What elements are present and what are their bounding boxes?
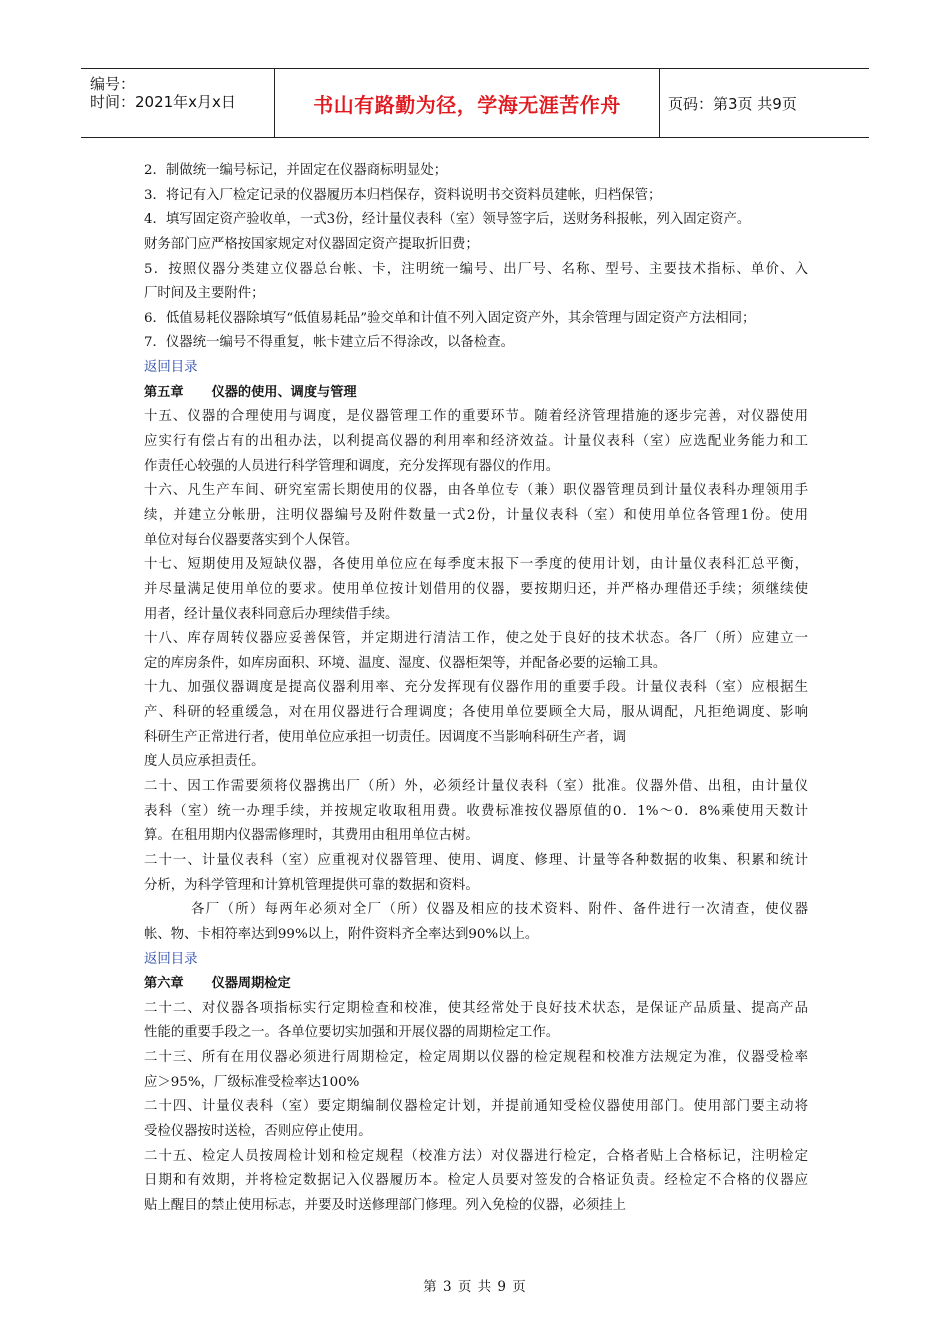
- header-page-label: 页码：第3页 共9页: [668, 94, 797, 113]
- back-to-toc-link[interactable]: 返回目录: [144, 360, 198, 376]
- body-line: 算。在租用期内仪器需修理时，其费用由租用单位古树。: [144, 828, 479, 844]
- chapter-number: 第五章: [144, 384, 184, 400]
- chapter-number: 第六章: [144, 976, 184, 992]
- body-line: 2．制做统一编号标记，并固定在仪器商标明显处；: [144, 163, 448, 178]
- body-line: 十七、短期使用及短缺仪器，各使用单位应在每季度末报下一季度的使用计划，由计量仪表科汇总平衡，: [144, 557, 808, 573]
- body-line: 贴上醒目的禁止使用标志，并要及时送修理部门修理。列入免检的仪器，必须挂上: [144, 1197, 627, 1213]
- body-line: 4．填写固定资产验收单，一式3份，经计量仪表科（室）领导签字后，送财务科报帐，列入固定资产。: [144, 212, 751, 228]
- body-line: 分析，为科学管理和计算机管理提供可靠的数据和资料。: [144, 877, 479, 893]
- chapter-heading: [144, 972, 808, 997]
- header-page-cell: [660, 69, 869, 137]
- header-info-cell: [81, 69, 275, 137]
- body-line: 应实行有偿占有的出租办法，以利提高仪器的利用率和经济效益。计量仪表科（室）应选配业务能力和工: [144, 434, 808, 450]
- body-line: 度人员应承担责任。: [144, 754, 265, 770]
- body-line: 十九、加强仪器调度是提高仪器利用率、充分发挥现有仪器作用的重要手段。计量仪表科（室）应根据生: [144, 680, 808, 696]
- body-line: 科研生产正常进行者，使用单位应承担一切责任。因调度不当影响科研生产者，调: [144, 729, 627, 745]
- body-line: 二十二、对仪器各项指标实行定期检查和校准，使其经常处于良好技术状态，是保证产品质量、提高产品: [144, 1000, 808, 1016]
- body-line: 十五、仪器的合理使用与调度，是仪器管理工作的重要环节。随着经济管理措施的逐步完善，对仪器使用: [144, 409, 808, 425]
- body-line: 厂时间及主要附件；: [144, 286, 265, 302]
- body-line: 定的库房条件，如库房面积、环境、温度、湿度、仪器柜架等，并配备必要的运输工具。: [144, 655, 667, 671]
- body-line: 作责任心较强的人员进行科学管理和调度，充分发挥现有器仪的作用。: [144, 458, 560, 474]
- body-line: 并尽量满足使用单位的要求。使用单位按计划借用的仪器，要按期归还，并严格办理借还手续；须继续使: [144, 581, 808, 597]
- header-motto: 书山有路勤为径，学海无涯苦作舟: [313, 92, 621, 117]
- body-line: 二十、因工作需要须将仪器携出厂（所）外，必须经计量仪表科（室）批准。仪器外借、出租，由计量仪: [144, 779, 808, 795]
- document-date-label: 时间：2021年x月x日: [90, 93, 236, 111]
- body-line: 财务部门应严格按国家规定对仪器固定资产提取折旧费；: [144, 236, 479, 252]
- body-line: 二十四、计量仪表科（室）要定期编制仪器检定计划，并提前通知受检仪器使用部门。使用部门要主动将: [144, 1099, 808, 1115]
- body-line: 续，并建立分帐册，注明仪器编号及附件数量一式2份，计量仪表科（室）和使用单位各管理1份。使用: [144, 507, 808, 523]
- body-line: 单位对每台仪器要落实到个人保管。: [144, 532, 359, 548]
- chapter-title: 仪器的使用、调度与管理: [211, 384, 357, 400]
- body-line: 表科（室）统一办理手续，并按规定收取租用费。收费标准按仪器原值的0．1%～0．8%乘使用天数计: [144, 803, 808, 819]
- body-line: 用者，经计量仪表科同意后办理续借手续。: [144, 606, 399, 622]
- body-line: 产、科研的轻重缓急，对在用仪器进行合理调度；各使用单位要顾全大局，服从调配，凡拒绝调度、影响: [144, 705, 808, 721]
- document-number-label: 编号：: [90, 75, 136, 93]
- page-footer: 第 3 页 共 9 页: [423, 1279, 527, 1295]
- document-body: [144, 159, 808, 1219]
- body-line: 应＞95%，厂级标准受检率达100%: [144, 1074, 360, 1090]
- body-line: 二十三、所有在用仪器必须进行周期检定，检定周期以仪器的检定规程和校准方法规定为准，仪器受检率: [144, 1050, 808, 1066]
- body-line: 受检仪器按时送检，否则应停止使用。: [144, 1123, 372, 1139]
- body-line: 十八、库存周转仪器应妥善保管，并定期进行清洁工作，使之处于良好的技术状态。各厂（所）应建立一: [144, 631, 808, 647]
- body-line: 帐、物、卡相符率达到99%以上，附件资料齐全率达到90%以上。: [144, 926, 539, 942]
- body-line: 十六、凡生产车间、研究室需长期使用的仪器，由各单位专（兼）职仪器管理员到计量仪表科办理领用手: [144, 483, 808, 499]
- body-line: 7．仪器统一编号不得重复，帐卡建立后不得涂改，以备检查。: [144, 335, 515, 351]
- body-line: 日期和有效期，并将检定数据记入仪器履历本。检定人员要对签发的合格证负责。经检定不合格的仪器应: [144, 1173, 808, 1189]
- body-line: 各厂（所）每两年必须对全厂（所）仪器及相应的技术资料、附件、备件进行一次清查，使仪器: [191, 902, 808, 918]
- body-line: 二十五、检定人员按周检计划和检定规程（校准方法）对仪器进行检定，合格者贴上合格标记，注明检定: [144, 1148, 808, 1164]
- chapter-heading: [144, 381, 808, 406]
- body-line: 二十一、计量仪表科（室）应重视对仪器管理、使用、调度、修理、计量等各种数据的收集、积累和统计: [144, 852, 808, 868]
- body-line: 6．低值易耗仪器除填写“低值易耗品”验交单和计值不列入固定资产外，其余管理与固定资产方法相同；: [144, 310, 756, 326]
- header-motto-cell: [275, 69, 660, 137]
- header-table: [81, 68, 869, 138]
- body-line: 性能的重要手段之一。各单位要切实加强和开展仪器的周期检定工作。: [144, 1025, 560, 1041]
- body-line: 5．按照仪器分类建立仪器总台帐、卡，注明统一编号、出厂号、名称、型号、主要技术指标、单价、入: [144, 261, 808, 277]
- chapter-title: 仪器周期检定: [211, 976, 291, 992]
- body-line: 3．将记有入厂检定记录的仪器履历本归档保存，资料说明书交资料员建帐，归档保管；: [144, 187, 662, 203]
- back-to-toc-link[interactable]: 返回目录: [144, 951, 198, 967]
